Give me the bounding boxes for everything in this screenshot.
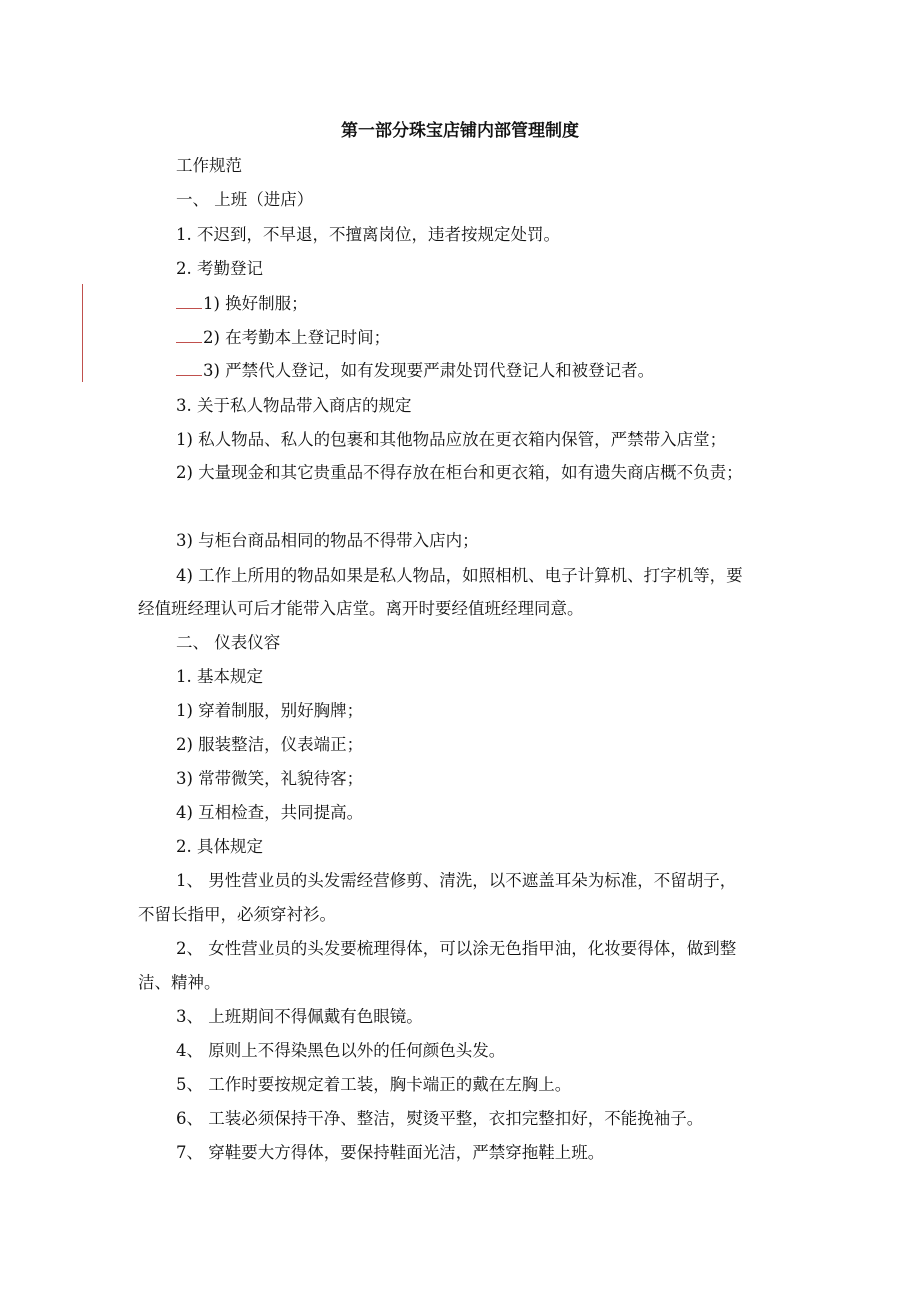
blank-underline [176,292,202,309]
list-item: 2) 大量现金和其它贵重品不得存放在柜台和更衣箱，如有遗失商店概不负责； [176,463,743,482]
subheading: 2. 考勤登记 [176,259,263,278]
list-item: 7、 穿鞋要大方得体，要保持鞋面光洁，严禁穿拖鞋上班。 [176,1143,605,1162]
list-item-continuation: 不留长指甲，必须穿衬衫。 [138,905,336,924]
list-item [176,358,654,384]
list-item: 1) 私人物品、私人的包裹和其他物品应放在更衣箱内保管，严禁带入店堂； [176,430,727,449]
list-item-continuation: 洁、精神。 [138,973,221,992]
list-item-text: 2) 在考勤本上登记时间； [203,328,391,347]
subheading: 1. 基本规定 [176,667,263,686]
list-item: 2) 服装整洁，仪表端正； [176,735,364,754]
list-item [176,325,390,351]
list-item: 4、 原则上不得染黑色以外的任何颜色头发。 [176,1041,506,1060]
list-item: 2、 女性营业员的头发要梳理得体，可以涂无色指甲油，化妆要得体，做到整 [176,939,737,958]
section-heading: 二、 仪表仪容 [176,633,281,652]
section-heading: 一、 上班（进店） [176,190,314,209]
list-item-text: 3) 严禁代人登记，如有发现要严肃处罚代登记人和被登记者。 [203,361,655,380]
list-item: 5、 工作时要按规定着工装，胸卡端正的戴在左胸上。 [176,1075,572,1094]
subheading: 3. 关于私人物品带入商店的规定 [176,396,412,415]
list-item: 1) 穿着制服，别好胸牌； [176,701,364,720]
list-item: 3) 与柜台商品相同的物品不得带入店内； [176,531,479,550]
paragraph: 1. 不迟到，不早退，不擅离岗位，违者按规定处罚。 [176,225,560,244]
subheading: 2. 具体规定 [176,837,263,856]
list-item-continuation: 经值班经理认可后才能带入店堂。离开时要经值班经理同意。 [138,599,584,618]
list-item: 6、 工装必须保持干净、整洁，熨烫平整，衣扣完整扣好，不能挽袖子。 [176,1109,704,1128]
revision-bar [82,284,83,382]
list-item [176,291,308,317]
list-item: 1、 男性营业员的头发需经营修剪、清洗，以不遮盖耳朵为标准，不留胡子， [176,871,737,890]
section-heading: 工作规范 [176,156,242,175]
blank-underline [176,326,202,343]
list-item: 3) 常带微笑，礼貌待客； [176,769,364,788]
blank-underline [176,359,202,376]
list-item: 3、 上班期间不得佩戴有色眼镜。 [176,1007,423,1026]
list-item-text: 1) 换好制服； [203,294,308,313]
list-item: 4) 互相检查，共同提高。 [176,803,364,822]
document-title: 第一部分珠宝店铺内部管理制度 [341,121,579,141]
list-item: 4) 工作上所用的物品如果是私人物品，如照相机、电子计算机、打字机等，要 [176,566,743,585]
